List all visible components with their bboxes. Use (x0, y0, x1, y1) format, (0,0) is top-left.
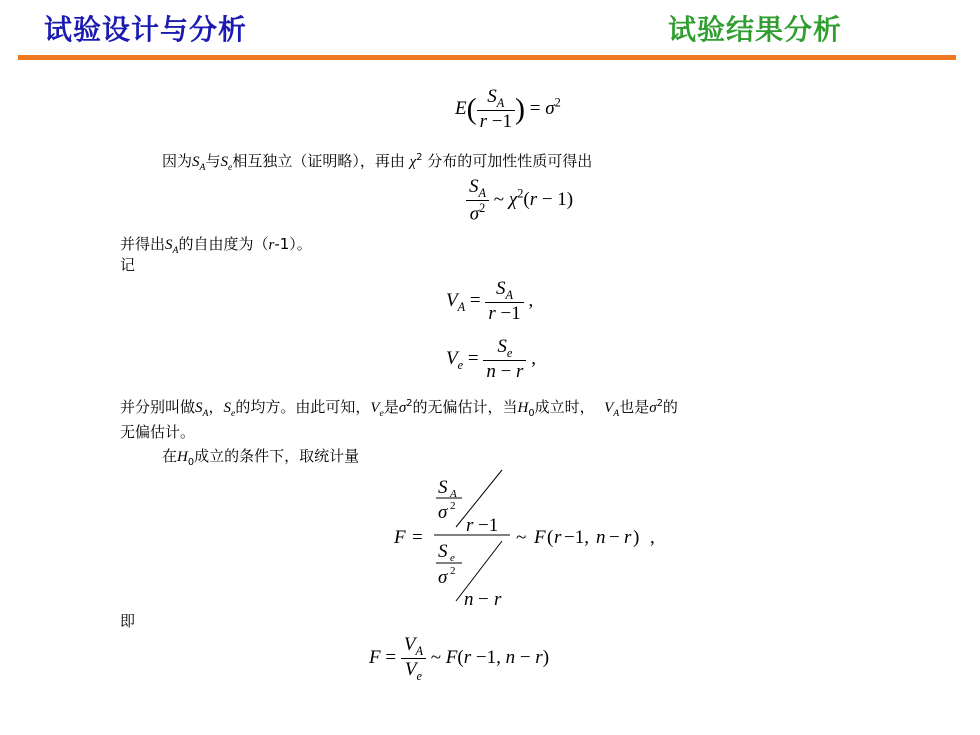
paragraph-degrees-of-freedom: 并得出$S_A$的自由度为（r-1）。 (120, 235, 312, 256)
svg-text:S: S (438, 541, 448, 562)
svg-text:r: r (624, 527, 632, 548)
svg-text:~: ~ (516, 527, 527, 548)
svg-text:−1,: −1, (564, 527, 589, 548)
f-ratio-equation: F = $\frac{V_A}{V_e}$ ~ F(r −1, n − r) (369, 634, 550, 683)
section-title: 试验结果分析 (668, 13, 843, 46)
svg-text:=: = (412, 527, 423, 548)
svg-text:A: A (450, 488, 457, 500)
expectation-equation: E( $\frac{S_A}{r -1}$ ) = $\sigma^2$ (455, 86, 561, 132)
paragraph-statistic: 在$H_0$成立的条件下，取统计量 (162, 447, 360, 468)
svg-text:σ: σ (438, 502, 448, 523)
svg-text:F: F (394, 527, 406, 548)
paragraph-unbiased: 无偏估计。 (120, 423, 196, 441)
svg-text:−: − (478, 589, 489, 610)
chi-square-distribution: $\frac{S_A}{\sigma^2}$ ~ $\chi^2(r - 1)$ (466, 176, 573, 225)
paragraph-namely: 即 (120, 612, 136, 630)
mean-square-e-equation: $V_e$ = $\frac{S_e}{n - r}$ , (446, 336, 536, 382)
svg-text:,: , (650, 527, 655, 548)
course-title: 试验设计与分析 (44, 13, 248, 46)
svg-text:−: − (609, 527, 620, 548)
svg-text:σ: σ (438, 567, 448, 588)
svg-text:n: n (596, 527, 606, 548)
svg-text:F: F (534, 527, 546, 548)
paragraph-independence: 因为$S_A$与$S_e$相互独立（证明略），再由 $\chi^2$ 分布的可加性性质可得出 (162, 152, 593, 173)
svg-text:S: S (438, 477, 448, 498)
svg-text:−1: −1 (478, 515, 499, 536)
mean-square-a-equation: $V_A$ = $\frac{S_A}{r -1}$ , (446, 278, 534, 324)
f-statistic-equation (392, 465, 712, 615)
svg-text:n: n (464, 589, 474, 610)
svg-text:r: r (494, 589, 502, 610)
paragraph-denote: 记 (120, 256, 136, 274)
header-divider (18, 55, 956, 60)
svg-text:): ) (633, 527, 640, 548)
svg-text:r: r (554, 527, 562, 548)
svg-text:(: ( (547, 527, 554, 548)
paragraph-mean-squares: 并分别叫做$S_A$，$S_e$的均方。由此可知，$V_e$是$\sigma^2$的无偏估计，当$H_0$成立时， $V_A$也是$\sigma^2$的 (120, 398, 678, 419)
svg-text:r: r (466, 515, 474, 536)
svg-text:e: e (450, 552, 455, 564)
svg-text:2: 2 (450, 565, 456, 577)
svg-text:2: 2 (450, 500, 456, 512)
